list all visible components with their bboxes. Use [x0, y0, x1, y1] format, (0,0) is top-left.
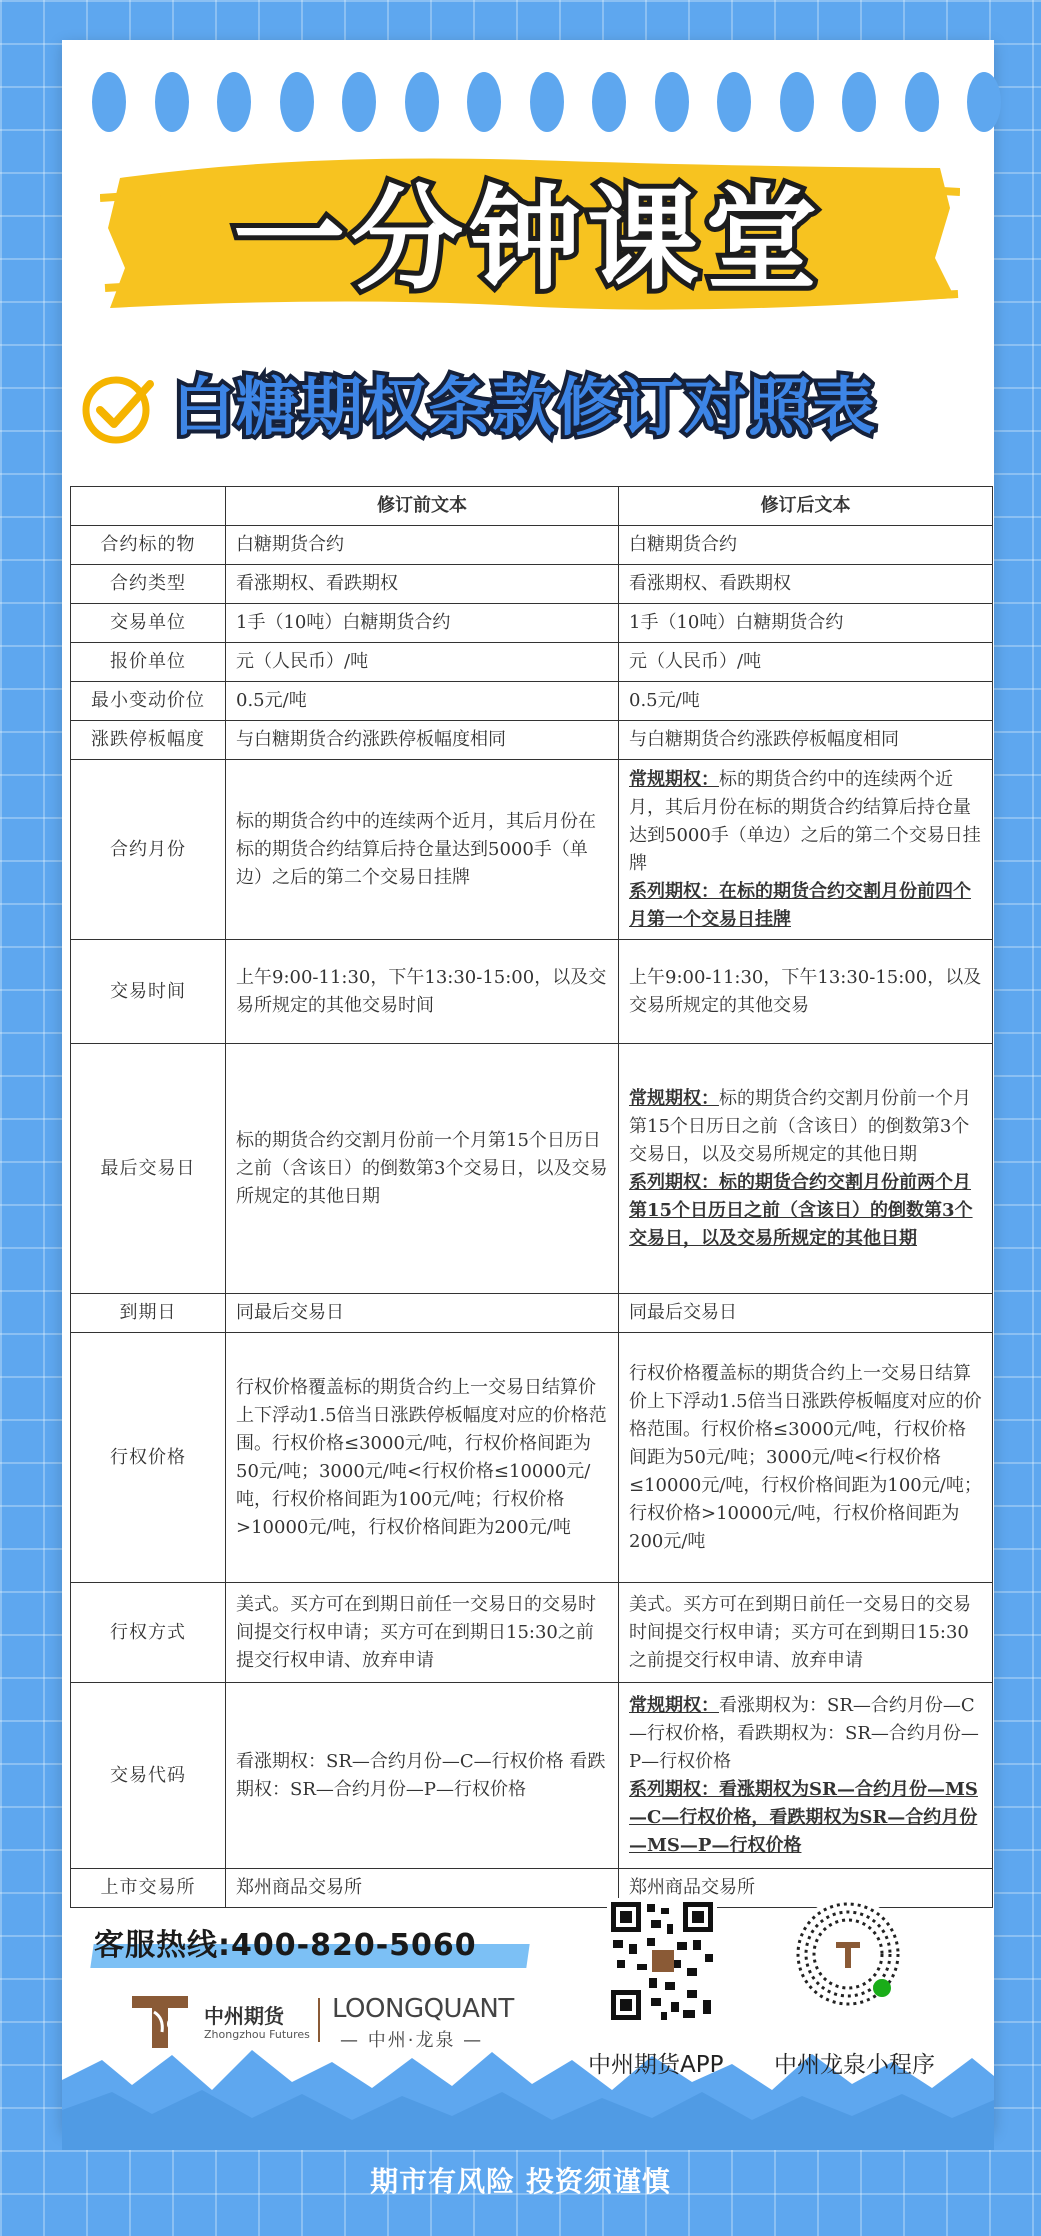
regular-option-label: 常规期权： — [629, 1087, 719, 1109]
table-header-row — [71, 487, 993, 526]
header-cell-after: 修订后文本 — [619, 487, 993, 526]
table-row — [71, 760, 993, 940]
before-text: 标的期货合约中的连续两个近月，其后月份在标的期货合约结算后持仓量达到5000手（单边）之后的第二个交易日挂牌 — [226, 760, 619, 940]
loongquant-brand: LOONGQUANT — [332, 1994, 514, 2024]
binder-hole — [717, 72, 751, 132]
before-text: 看涨期权、看跌期权 — [226, 565, 619, 604]
before-text: 白糖期货合约 — [226, 526, 619, 565]
app-qr-caption: 中州期货APP — [588, 2052, 724, 2078]
row-label: 合约标的物 — [71, 526, 226, 565]
hotline-text: 客服热线:400-820-5060 — [94, 1928, 477, 1963]
binder-holes — [92, 72, 972, 134]
binder-hole — [342, 72, 376, 132]
table-row — [71, 526, 993, 565]
row-label: 最小变动价位 — [71, 682, 226, 721]
table-row — [71, 940, 993, 1044]
binder-hole — [405, 72, 439, 132]
after-text — [619, 760, 993, 940]
table-row — [71, 721, 993, 760]
row-label: 报价单位 — [71, 643, 226, 682]
binder-hole — [217, 72, 251, 132]
miniprogram-code-icon[interactable] — [790, 1896, 906, 2012]
table-row — [71, 1044, 993, 1294]
before-text: 元（人民币）/吨 — [226, 643, 619, 682]
after-text — [619, 1044, 993, 1294]
table-row — [71, 565, 993, 604]
before-text: 上午9:00-11:30，下午13:30-15:00，以及交易所规定的其他交易时间 — [226, 940, 619, 1044]
row-label: 涨跌停板幅度 — [71, 721, 226, 760]
regular-option-label: 常规期权： — [629, 1694, 719, 1716]
after-text: 元（人民币）/吨 — [619, 643, 993, 682]
binder-hole — [967, 72, 1001, 132]
miniprogram-caption: 中州龙泉小程序 — [774, 2052, 935, 2078]
logo-en-name: Zhongzhou Futures — [204, 2028, 310, 2041]
page-title: 一分钟课堂 — [233, 175, 823, 305]
before-text: 同最后交易日 — [226, 1294, 619, 1333]
table-row — [71, 682, 993, 721]
after-text: 行权价格覆盖标的期货合约上一交易日结算价上下浮动1.5倍当日涨跌停板幅度对应的价格范围。行权价格≤3000元/吨，行权价格间距为50元/吨；3000元/吨<行权价格≤10000元/吨，行权价格间距为100元/吨；行权价格>10000元/吨，行权价格间距为200元/吨 — [619, 1333, 993, 1583]
regular-option-text: 标的期货合约中的连续两个近月，其后月份在标的期货合约结算后持仓量达到5000手（单边）之后的第二个交易日挂牌 — [629, 768, 981, 874]
after-text: 同最后交易日 — [619, 1294, 993, 1333]
binder-hole — [280, 72, 314, 132]
table-row — [71, 643, 993, 682]
binder-hole — [842, 72, 876, 132]
customer-hotline[interactable] — [94, 1920, 477, 1970]
series-option-label: 系列期权： — [629, 1171, 719, 1193]
after-text: 郑州商品交易所 — [619, 1869, 993, 1908]
before-text: 标的期货合约交割月份前一个月第15个日历日之前（含该日）的倒数第3个交易日，以及交易所规定的其他日期 — [226, 1044, 619, 1294]
logo-cn-name: 中州期货 — [204, 2004, 284, 2028]
binder-hole — [530, 72, 564, 132]
before-text: 行权价格覆盖标的期货合约上一交易日结算价上下浮动1.5倍当日涨跌停板幅度对应的价格范围。行权价格≤3000元/吨，行权价格间距为50元/吨；3000元/吨<行权价格≤10000元/吨，行权价格间距为100元/吨；行权价格>10000元/吨，行权价格间距为200元/吨 — [226, 1333, 619, 1583]
zhongzhou-logo-icon — [128, 1988, 192, 2052]
row-label: 合约月份 — [71, 760, 226, 940]
table-row — [71, 604, 993, 643]
loongquant-sub: — 中州·龙泉 — — [340, 2030, 484, 2051]
page-subtitle: 白糖期权条款修订对照表 — [172, 371, 876, 444]
regular-option-label: 常规期权： — [629, 768, 719, 790]
series-option-text: 标的期货合约交割月份前两个月第15个日历日之前（含该日）的倒数第3个交易日，以及交易所规定的其他日期 — [629, 1171, 973, 1249]
row-label: 最后交易日 — [71, 1044, 226, 1294]
regular-option-text: 看涨期权为：SR—合约月份—C—行权价格，看跌期权为：SR—合约月份—P—行权价格 — [629, 1694, 979, 1772]
after-text: 与白糖期货合约涨跌停板幅度相同 — [619, 721, 993, 760]
table-row — [71, 1583, 993, 1683]
row-label: 上市交易所 — [71, 1869, 226, 1908]
comparison-table — [70, 486, 993, 1908]
table-row — [71, 1333, 993, 1583]
app-qr-code-icon[interactable] — [607, 1898, 717, 2024]
row-label: 交易代码 — [71, 1683, 226, 1869]
header-cell-before: 修订前文本 — [226, 487, 619, 526]
after-text: 1手（10吨）白糖期货合约 — [619, 604, 993, 643]
before-text: 看涨期权：SR—合约月份—C—行权价格 看跌期权：SR—合约月份—P—行权价格 — [226, 1683, 619, 1869]
binder-hole — [905, 72, 939, 132]
row-label: 交易单位 — [71, 604, 226, 643]
row-label: 到期日 — [71, 1294, 226, 1333]
series-option-label: 系列期权： — [629, 1778, 719, 1800]
after-text — [619, 1683, 993, 1869]
binder-hole — [467, 72, 501, 132]
row-label: 行权价格 — [71, 1333, 226, 1583]
after-text: 白糖期货合约 — [619, 526, 993, 565]
before-text: 美式。买方可在到期日前任一交易日的交易时间提交行权申请；买方可在到期日15:30之前提交行权申请、放弃申请 — [226, 1583, 619, 1683]
binder-hole — [92, 72, 126, 132]
regular-option-text: 标的期货合约交割月份前一个月第15个日历日之前（含该日）的倒数第3个交易日，以及交易所规定的其他日期 — [629, 1087, 971, 1165]
series-option-label: 系列期权： — [629, 880, 719, 902]
row-label: 交易时间 — [71, 940, 226, 1044]
after-text: 看涨期权、看跌期权 — [619, 565, 993, 604]
binder-hole — [780, 72, 814, 132]
table-row — [71, 1294, 993, 1333]
before-text: 与白糖期货合约涨跌停板幅度相同 — [226, 721, 619, 760]
table-row — [71, 1683, 993, 1869]
check-circle-icon — [82, 372, 156, 446]
binder-hole — [592, 72, 626, 132]
after-text: 上午9:00-11:30，下午13:30-15:00，以及交易所规定的其他交易 — [619, 940, 993, 1044]
row-label: 行权方式 — [71, 1583, 226, 1683]
binder-hole — [655, 72, 689, 132]
binder-hole — [155, 72, 189, 132]
risk-warning: 期市有风险 投资须谨慎 — [370, 2165, 671, 2198]
row-label: 合约类型 — [71, 565, 226, 604]
before-text: 郑州商品交易所 — [226, 1869, 619, 1908]
series-option-text: 看涨期权为SR—合约月份—MS—C—行权价格，看跌期权为SR—合约月份—MS—P—行权价格 — [629, 1778, 978, 1856]
header-cell-item — [71, 487, 226, 526]
company-logo — [128, 1988, 528, 2058]
after-text: 0.5元/吨 — [619, 682, 993, 721]
series-option-text: 在标的期货合约交割月份前四个月第一个交易日挂牌 — [629, 880, 971, 930]
logo-divider — [318, 1998, 320, 2042]
before-text: 0.5元/吨 — [226, 682, 619, 721]
before-text: 1手（10吨）白糖期货合约 — [226, 604, 619, 643]
after-text: 美式。买方可在到期日前任一交易日的交易时间提交行权申请；买方可在到期日15:30之前提交行权申请、放弃申请 — [619, 1583, 993, 1683]
